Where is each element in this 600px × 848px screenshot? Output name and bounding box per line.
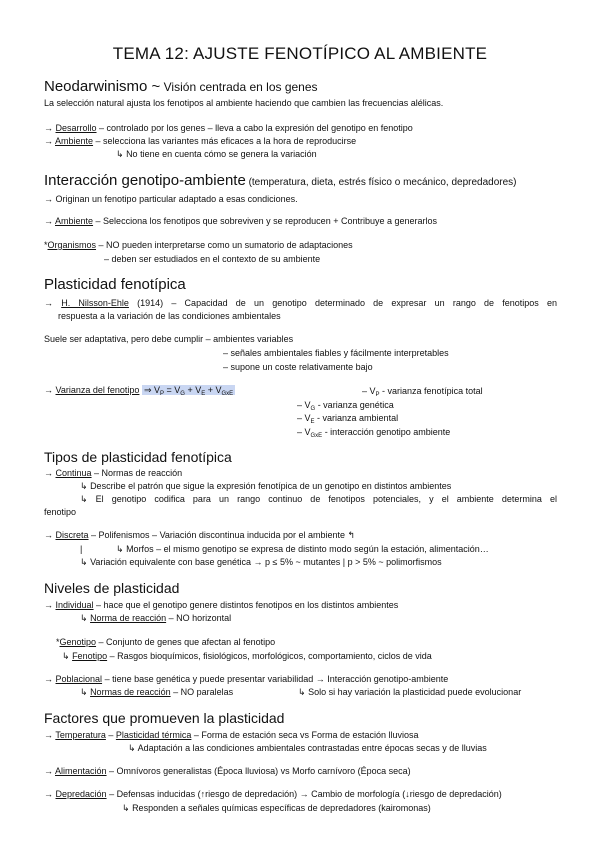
sub-item-rango-cont: fenotipo bbox=[44, 507, 77, 517]
intro-seleccion-natural: La selección natural ajusta los fenotipos al ambiente haciendo que cambien las frecuencias alélicas. bbox=[44, 98, 444, 108]
hook-arrow-icon: ↳ bbox=[80, 613, 88, 623]
definition-plasticidad: → H. Nilsson-Ehle (1914) – Capacidad de un genotipo determinado de expresar un rango de fenotipos en bbox=[44, 298, 557, 308]
list-item-ambiente-2: → Ambiente – Selecciona los fenotipos que sobreviven y se reproducen + Contribuye a generarlos bbox=[44, 216, 438, 226]
hook-arrow-icon: ↳ bbox=[116, 149, 124, 159]
list-item-genotipo: *Genotipo – Conjunto de genes que afectan al fenotipo bbox=[56, 637, 276, 647]
heading-neodarwinismo: Neodarwinismo ~ Visión centrada en los genes bbox=[44, 78, 318, 95]
divider-bar: | bbox=[80, 544, 83, 554]
adaptativa-line-1: Suele ser adaptativa, pero debe cumplir – ambientes variables bbox=[44, 334, 294, 344]
hook-arrow-icon: ↳ bbox=[116, 544, 124, 554]
heading-plasticidad: Plasticidad fenotípica bbox=[44, 276, 186, 293]
hook-arrow-icon: ↳ bbox=[80, 494, 88, 504]
arrow-icon: → bbox=[44, 216, 53, 226]
hook-arrow-icon: ↳ bbox=[80, 481, 88, 491]
arrow-icon: → bbox=[44, 766, 53, 776]
arrow-icon: → bbox=[44, 530, 53, 540]
definition-plasticidad-cont: respuesta a la variación de las condiciones ambientales bbox=[58, 311, 281, 321]
list-item-poblacional: → Poblacional – tiene base genética y puede presentar variabilidad → Interacción genotipo-ambiente bbox=[44, 674, 449, 684]
sub-item-patron: ↳ Describe el patrón que sigue la expresión fenotípica de un genotipo en distintos ambientes bbox=[80, 481, 452, 491]
list-item-continua: → Continua – Normas de reacción bbox=[44, 468, 183, 478]
sub-item-kairomonas: ↳ Responden a señales químicas específicas de depredadores (kairomonas) bbox=[122, 803, 431, 813]
sub-item-morfos: ↳ Morfos – el mismo genotipo se expresa de distinto modo según la estación, alimentación… bbox=[116, 544, 489, 554]
heading-niveles: Niveles de plasticidad bbox=[44, 580, 180, 596]
arrow-icon: → bbox=[44, 194, 53, 204]
hook-arrow-icon: ↳ bbox=[80, 687, 88, 697]
arrow-icon: → bbox=[44, 789, 53, 799]
hook-arrow-icon: ↳ bbox=[122, 803, 130, 813]
varianza-fenotipo-line: → Varianza del fenotipo ⇒ $V_P = V_G + V_E + V_{GxE}$ bbox=[44, 385, 234, 397]
list-item-temperatura: → Temperatura – Plasticidad térmica – Forma de estación seca vs Forma de estación lluviosa bbox=[44, 730, 419, 740]
arrow-icon: → bbox=[44, 730, 53, 740]
list-item-individual: → Individual – hace que el genotipo genere distintos fenotipos en los distintos ambientes bbox=[44, 600, 399, 610]
legend-vgxe: – $V_{GxE}$ - interacción genotipo ambiente bbox=[297, 427, 451, 439]
legend-vp: – $V_P$ - varianza fenotípica total bbox=[362, 386, 483, 398]
arrow-icon: → bbox=[44, 674, 53, 684]
sub-item-adaptacion: ↳ Adaptación a las condiciones ambientales contrastadas entre épocas secas y de lluvias bbox=[128, 743, 487, 753]
asterisk-icon: * bbox=[56, 637, 60, 647]
hook-arrow-icon: ↳ bbox=[62, 651, 70, 661]
legend-ve: – $V_E$ - varianza ambiental bbox=[297, 413, 399, 425]
arrow-icon: → bbox=[44, 123, 53, 133]
heading-interaccion: Interacción genotipo-ambiente (temperatura, dieta, estrés físico o mecánico, depredadores) bbox=[44, 172, 517, 189]
list-item-alimentacion: → Alimentación – Omnívoros generalistas (Época lluviosa) vs Morfo carnívoro (Época seca) bbox=[44, 766, 411, 776]
sub-item-variacion: ↳ No tiene en cuenta cómo se genera la variación bbox=[116, 149, 317, 159]
heading-factores: Factores que promueven la plasticidad bbox=[44, 710, 285, 726]
arrow-icon: → bbox=[44, 385, 53, 395]
list-item-ambiente: → Ambiente – selecciona las variantes más eficaces a la hora de reproducirse bbox=[44, 136, 357, 146]
arrow-icon: → bbox=[44, 136, 53, 146]
sub-item-variacion-equivalente: ↳ Variación equivalente con base genética → p ≤ 5% ~ mutantes | p > 5% ~ polimorfismos bbox=[80, 557, 442, 567]
formula-highlight: ⇒ $V_P = V_G + V_E + V_{GxE}$ bbox=[143, 385, 234, 397]
list-item-fenotipo: ↳ Fenotipo – Rasgos bioquímicos, fisiológicos, morfológicos, comportamiento, ciclos de vida bbox=[62, 651, 432, 661]
list-item-contexto: – deben ser estudiados en el contexto de su ambiente bbox=[104, 254, 321, 264]
sub-item-rango: ↳ El genotipo codifica para un rango continuo de fenotipos potenciales, y el ambiente determina el bbox=[80, 494, 557, 504]
sub-item-evolucionar: ↳ Solo si hay variación la plasticidad puede evolucionar bbox=[298, 687, 522, 697]
hook-arrow-icon: ↳ bbox=[298, 687, 306, 697]
list-item-desarrollo: → Desarrollo – controlado por los genes – lleva a cabo la expresión del genotipo en fenotipo bbox=[44, 123, 413, 133]
asterisk-icon: * bbox=[44, 240, 48, 250]
heading-tipos: Tipos de plasticidad fenotípica bbox=[44, 449, 232, 465]
list-item-discreta: → Discreta – Polifenismos – Variación discontinua inducida por el ambiente ↰ bbox=[44, 530, 356, 540]
arrow-icon: → bbox=[44, 600, 53, 610]
arrow-icon: → bbox=[44, 298, 53, 308]
sub-item-norma-reaccion: ↳ Norma de reacción – NO horizontal bbox=[80, 613, 232, 623]
sub-item-normas-paralelas: ↳ Normas de reacción – NO paralelas bbox=[80, 687, 234, 697]
hook-arrow-icon: ↳ bbox=[128, 743, 136, 753]
hook-arrow-icon: ↳ bbox=[80, 557, 88, 567]
list-item-organismos: *Organismos – NO pueden interpretarse como un sumatorio de adaptaciones bbox=[44, 240, 353, 250]
list-item-originan: → Originan un fenotipo particular adaptado a esas condiciones. bbox=[44, 194, 298, 204]
list-item-depredacion: → Depredación – Defensas inducidas (↑riesgo de depredación) → Cambio de morfología (↓riesgo de depredación) bbox=[44, 789, 502, 799]
arrow-icon: → bbox=[44, 468, 53, 478]
adaptativa-line-2: – señales ambientales fiables y fácilmente interpretables bbox=[223, 348, 449, 358]
adaptativa-line-3: – supone un coste relativamente bajo bbox=[223, 362, 373, 372]
legend-vg: – $V_G$ - varianza genética bbox=[297, 400, 394, 412]
page-title: TEMA 12: AJUSTE FENOTÍPICO AL AMBIENTE bbox=[112, 44, 488, 63]
